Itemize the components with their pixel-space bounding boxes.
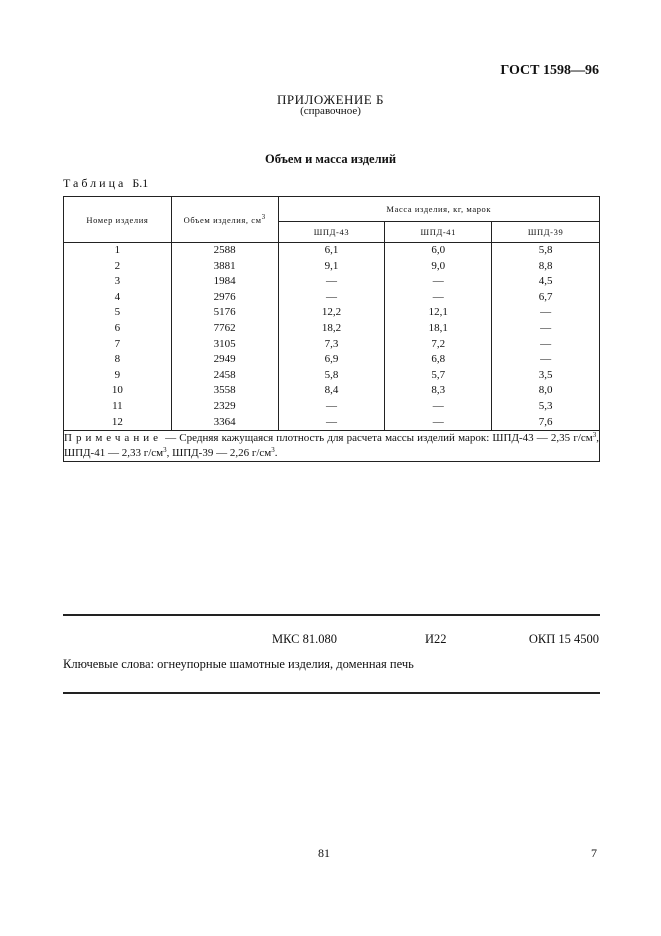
- table-cell: 5,8: [492, 243, 600, 259]
- mass-volume-table: [63, 196, 600, 462]
- table-cell: 3364: [171, 415, 278, 431]
- table-cell: 8,0: [492, 383, 600, 399]
- table-cell: 3: [64, 274, 172, 290]
- table-row: [64, 383, 600, 399]
- table-row: [64, 243, 600, 259]
- table-note: [64, 431, 600, 462]
- table-cell: 6,0: [385, 243, 492, 259]
- table-cell: 7762: [171, 321, 278, 337]
- table-cell: 6: [64, 321, 172, 337]
- table-cell: 2458: [171, 368, 278, 384]
- table-cell: 3558: [171, 383, 278, 399]
- table-cell: 5,8: [278, 368, 385, 384]
- classification-okp: ОКП 15 4500: [528, 632, 599, 646]
- divider-bottom: [63, 692, 600, 694]
- header-mass: Масса изделия, кг, марок: [278, 197, 599, 222]
- header-grade-shpd41: ШПД-41: [385, 222, 492, 243]
- table-cell: 3881: [171, 259, 278, 275]
- table-cell: 18,2: [278, 321, 385, 337]
- table-cell: 2329: [171, 399, 278, 415]
- table-cell: 7,2: [385, 337, 492, 353]
- appendix-subtitle: (справочное): [300, 105, 361, 117]
- table-cell: 5: [64, 305, 172, 321]
- table-cell: 3105: [171, 337, 278, 353]
- table-cell: 4: [64, 290, 172, 306]
- table-cell: 8,4: [278, 383, 385, 399]
- table-row: [64, 399, 600, 415]
- table-cell: —: [278, 290, 385, 306]
- note-text-2: , ШПД-41 — 2,33 г/см: [64, 432, 599, 460]
- table-label-number: Б.1: [132, 176, 149, 190]
- table-cell: 8: [64, 352, 172, 368]
- table-cell: —: [278, 415, 385, 431]
- table-cell: 9: [64, 368, 172, 384]
- divider-top: [63, 614, 600, 616]
- table-cell: —: [492, 321, 600, 337]
- table-cell: 8,8: [492, 259, 600, 275]
- table-cell: 18,1: [385, 321, 492, 337]
- header-item-number: Номер изделия: [64, 197, 172, 243]
- table-cell: 10: [64, 383, 172, 399]
- table-row: [64, 274, 600, 290]
- table-label: [63, 176, 148, 191]
- classification-mks: МКС 81.080: [272, 632, 337, 646]
- table-cell: 6,8: [385, 352, 492, 368]
- table-label-word: Таблица: [63, 176, 127, 190]
- note-sup-2: 3: [163, 446, 167, 455]
- keywords: Ключевые слова: огнеупорные шамотные изделия, доменная печь: [63, 657, 414, 671]
- header-volume: [171, 197, 278, 243]
- table-row: [64, 321, 600, 337]
- table-cell: 12: [64, 415, 172, 431]
- table-row: [64, 259, 600, 275]
- table-cell: 2976: [171, 290, 278, 306]
- page-number-center: 81: [318, 846, 330, 860]
- table-cell: 12,2: [278, 305, 385, 321]
- header-volume-sup: 3: [261, 212, 266, 221]
- page-number-right: 7: [591, 846, 597, 860]
- header-grade-shpd39: ШПД-39: [492, 222, 600, 243]
- table-cell: —: [385, 290, 492, 306]
- table-row: [64, 337, 600, 353]
- table-cell: —: [492, 305, 600, 321]
- table-cell: 7,6: [492, 415, 600, 431]
- table-row: [64, 305, 600, 321]
- table-cell: 2: [64, 259, 172, 275]
- table-row: [64, 368, 600, 384]
- table-cell: 7: [64, 337, 172, 353]
- table-cell: 9,1: [278, 259, 385, 275]
- table-cell: —: [278, 399, 385, 415]
- table-cell: 5,7: [385, 368, 492, 384]
- table-title: Объем и масса изделий: [264, 152, 397, 166]
- table-cell: 1984: [171, 274, 278, 290]
- table-cell: 6,9: [278, 352, 385, 368]
- note-text-4: .: [274, 447, 278, 460]
- note-label: Примечание: [64, 432, 162, 445]
- standard-number: ГОСТ 1598—96: [500, 63, 599, 78]
- table-cell: 1: [64, 243, 172, 259]
- table-cell: 9,0: [385, 259, 492, 275]
- table-cell: 4,5: [492, 274, 600, 290]
- table-cell: 2949: [171, 352, 278, 368]
- appendix-title: ПРИЛОЖЕНИЕ Б: [277, 92, 384, 107]
- table-row: [64, 290, 600, 306]
- table-cell: —: [385, 399, 492, 415]
- table-row: [64, 352, 600, 368]
- note-text-3: , ШПД-39 — 2,26 г/см: [166, 447, 272, 460]
- table-cell: 8,3: [385, 383, 492, 399]
- table-row: [64, 415, 600, 431]
- table-cell: —: [385, 415, 492, 431]
- table-cell: 2588: [171, 243, 278, 259]
- table-cell: 11: [64, 399, 172, 415]
- table-cell: —: [385, 274, 492, 290]
- table-cell: —: [492, 352, 600, 368]
- header-grade-shpd43: ШПД-43: [278, 222, 385, 243]
- table-cell: —: [278, 274, 385, 290]
- table-cell: 12,1: [385, 305, 492, 321]
- table-cell: 5,3: [492, 399, 600, 415]
- note-sup-3: 3: [271, 446, 275, 455]
- note-sup-1: 3: [592, 431, 597, 440]
- note-text-1: — Средняя кажущаяся плотность для расчета массы изделий марок: ШПД-43 — 2,35 г/см: [161, 432, 593, 445]
- table-cell: 5176: [171, 305, 278, 321]
- table-cell: 6,1: [278, 243, 385, 259]
- table-cell: 7,3: [278, 337, 385, 353]
- table-cell: —: [492, 337, 600, 353]
- classification-code: И22: [425, 632, 447, 646]
- table-cell: 6,7: [492, 290, 600, 306]
- header-volume-text: Объем изделия, см: [183, 214, 262, 225]
- table-cell: 3,5: [492, 368, 600, 384]
